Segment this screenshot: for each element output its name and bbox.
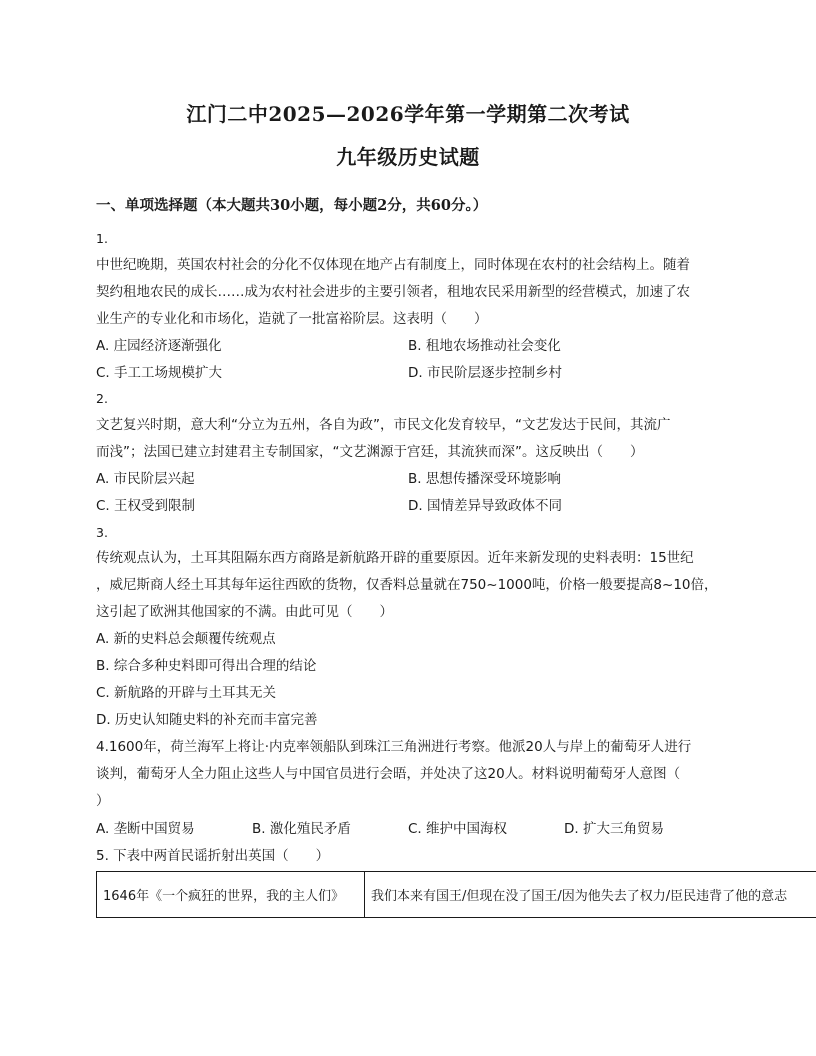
option-d[interactable]: D. 国情差异导致政体不同: [408, 498, 562, 514]
table-cell: 我们本来有国王/但现在没了国王/因为他失去了权力/臣民违背了他的意志: [365, 872, 816, 918]
option-c[interactable]: C. 维护中国海权: [408, 821, 508, 837]
option-b[interactable]: B. 激化殖民矛盾: [252, 821, 351, 837]
question-text-line: 业生产的专业化和市场化，造就了一批富裕阶层。这表明（ ）: [96, 311, 488, 327]
question-text-line: 契约租地农民的成长……成为农村社会进步的主要引领者，租地农民采用新型的经营模式，加速了农: [96, 284, 690, 300]
question-text-line: 5. 下表中两首民谣折射出英国（ ）: [96, 848, 330, 864]
question-text-line: ）: [96, 793, 110, 809]
option-c[interactable]: C. 王权受到限制: [96, 498, 196, 514]
ballad-table: [96, 871, 816, 918]
question-text-line: 4.1600年，荷兰海军上将让·内克率领船队到珠江三角洲进行考察。他派20人与岸上的葡萄牙人进行: [96, 739, 692, 755]
table-row: [97, 872, 816, 918]
option-c[interactable]: C. 手工工场规模扩大: [96, 365, 223, 381]
question-text-line: 这引起了欧洲其他国家的不满。由此可见（ ）: [96, 604, 393, 620]
section-heading: 一、单项选择题（本大题共30小题，每小题2分，共60分。）: [96, 197, 488, 214]
question-number: 1.: [96, 231, 108, 246]
option-a[interactable]: A. 市民阶层兴起: [96, 471, 195, 487]
question-text-line: 传统观点认为，土耳其阻隔东西方商路是新航路开辟的重要原因。近年来新发现的史料表明：15世纪: [96, 550, 694, 566]
option-b[interactable]: B. 租地农场推动社会变化: [408, 338, 561, 354]
exam-subtitle: 九年级历史试题: [336, 145, 480, 169]
question-text-line: ，威尼斯商人经土耳其每年运往西欧的货物，仅香料总量就在750~1000吨，价格一般要提高8~10倍，: [96, 577, 718, 593]
option-b[interactable]: B. 综合多种史料即可得出合理的结论: [96, 658, 317, 674]
option-a[interactable]: A. 新的史料总会颠覆传统观点: [96, 631, 276, 647]
table-cell: 1646年《一个疯狂的世界，我的主人们》: [97, 872, 365, 918]
question-text-line: 而浅”；法国已建立封建君主专制国家，“文艺渊源于宫廷，其流狭而深”。这反映出（ ）: [96, 444, 644, 460]
question-text-line: 中世纪晚期，英国农村社会的分化不仅体现在地产占有制度上，同时体现在农村的社会结构上。随着: [96, 257, 690, 273]
option-b[interactable]: B. 思想传播深受环境影响: [408, 471, 561, 487]
option-a[interactable]: A. 庄园经济逐渐强化: [96, 338, 222, 354]
question-number: 3.: [96, 525, 108, 540]
exam-title: 江门二中2025—2026学年第一学期第二次考试: [186, 102, 630, 126]
option-d[interactable]: D. 历史认知随史料的补充而丰富完善: [96, 712, 318, 728]
question-text-line: 文艺复兴时期，意大利“分立为五州，各自为政”，市民文化发育较早，“文艺发达于民间，其流广: [96, 417, 671, 433]
option-a[interactable]: A. 垄断中国贸易: [96, 821, 195, 837]
question-number: 2.: [96, 391, 108, 406]
option-d[interactable]: D. 扩大三角贸易: [564, 821, 664, 837]
option-c[interactable]: C. 新航路的开辟与土耳其无关: [96, 685, 277, 701]
question-text-line: 谈判，葡萄牙人全力阻止这些人与中国官员进行会晤，并处决了这20人。材料说明葡萄牙人意图（: [96, 766, 681, 782]
option-d[interactable]: D. 市民阶层逐步控制乡村: [408, 365, 562, 381]
